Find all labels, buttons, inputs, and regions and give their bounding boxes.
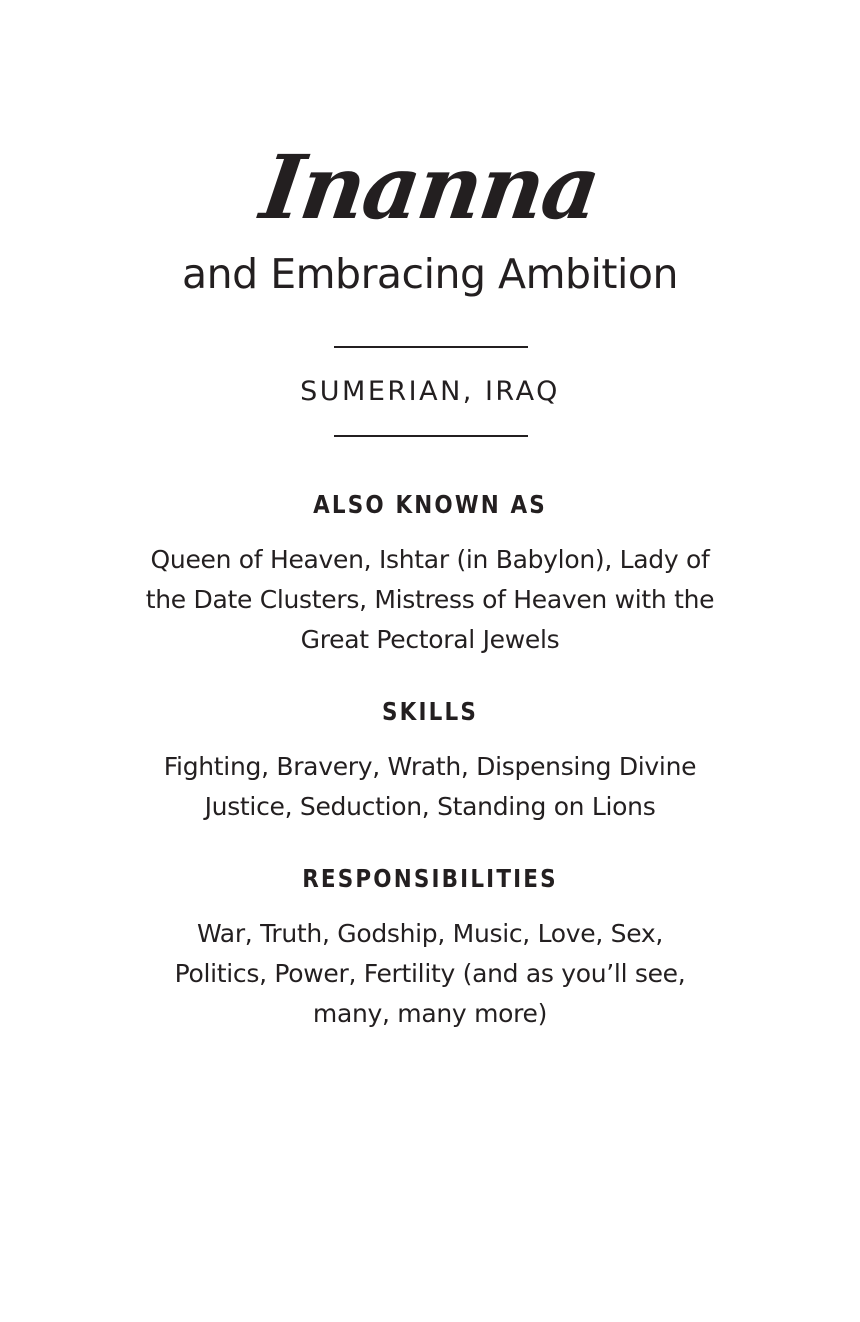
page-subtitle: and Embracing Ambition xyxy=(182,250,678,298)
divider-top xyxy=(334,346,528,348)
body-line: Politics, Power, Fertility (and as you’ll see, xyxy=(174,959,686,988)
section-heading: RESPONSIBILITIES xyxy=(302,864,558,893)
divider-bottom xyxy=(334,435,528,437)
section-heading: SKILLS xyxy=(382,697,478,726)
body-line: Justice, Seduction, Standing on Lions xyxy=(204,792,656,821)
section-body xyxy=(120,914,740,1034)
section-responsibilities xyxy=(120,862,740,1034)
body-line: Great Pectoral Jewels xyxy=(300,625,560,654)
body-line: War, Truth, Godship, Music, Love, Sex, xyxy=(196,919,664,948)
body-line: many, many more) xyxy=(312,999,548,1028)
section-body xyxy=(120,540,740,660)
section-also-known-as xyxy=(120,488,740,660)
page-title: Inanna xyxy=(255,135,605,239)
body-line: the Date Clusters, Mistress of Heaven with the xyxy=(145,585,715,614)
body-line: Queen of Heaven, Ishtar (in Babylon), Lady of xyxy=(150,545,710,574)
section-body xyxy=(120,747,740,827)
section-skills xyxy=(120,695,740,827)
section-heading: ALSO KNOWN AS xyxy=(313,490,547,519)
origin-label: SUMERIAN, IRAQ xyxy=(300,376,560,407)
body-line: Fighting, Bravery, Wrath, Dispensing Divine xyxy=(163,752,697,781)
